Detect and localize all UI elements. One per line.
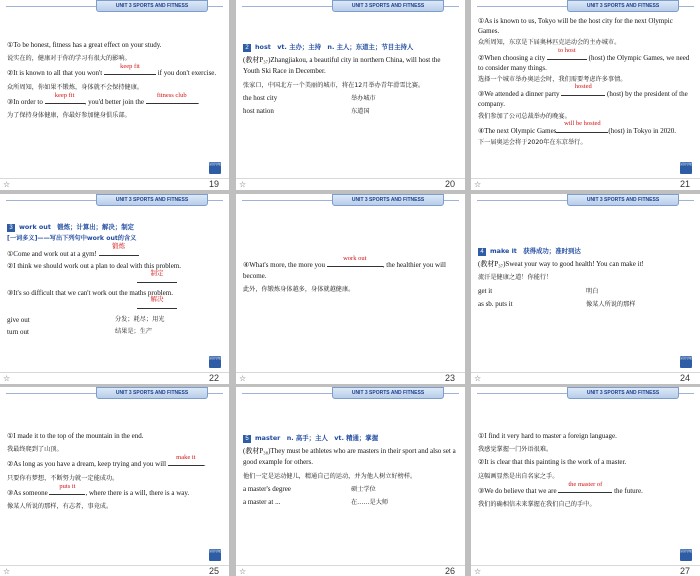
- sentence: ④What's more, the more you work out , the healthier you will become.: [243, 255, 446, 281]
- answer-blank: keep fit: [104, 66, 156, 75]
- slide-footer: [471, 565, 700, 576]
- unit-header-tab: UNIT 3 SPORTS AND FITNESS: [96, 387, 208, 399]
- answer-blank: 锻炼: [99, 247, 139, 256]
- sentence: [7, 269, 222, 286]
- slide-footer: [0, 372, 229, 384]
- translation: 我们的确相信未来掌握在我们自己的手中。: [478, 501, 596, 509]
- star-icon[interactable]: ☆: [3, 567, 11, 576]
- slide-footer: [471, 178, 700, 190]
- answer-blank: fitness club: [146, 95, 198, 104]
- translation: 我们参加了公司总裁举办的晚宴。: [478, 112, 571, 120]
- translation: 张家口，中国北方一个美丽的城市，将在12月举办青年滑雪比赛。: [243, 81, 425, 89]
- translation: 下一届奥运会将于2020年在东京举行。: [478, 139, 587, 147]
- translation: 流汗是健康之道！你能行！: [478, 274, 553, 282]
- word-title: 2 host vt. 主办；主持 n. 主人；东道主；节目主持人: [243, 42, 458, 53]
- back-nav-button[interactable]: 返回导航: [680, 162, 692, 174]
- sentence: ④The next Olympic Games will be hosted (host) in Tokyo in 2020.: [478, 119, 677, 135]
- star-icon[interactable]: ☆: [474, 374, 482, 383]
- phrase-row: as sb. puts it 像某人所说的那样: [478, 299, 636, 308]
- slide-header: [0, 194, 229, 208]
- sentence: ③We do believe that we are the master of the future.: [478, 480, 643, 495]
- sentence: ②I think we should work out a plan to deal with this problem.: [7, 262, 182, 271]
- word-title: 4 make it 获得成功；准时到达: [478, 246, 693, 257]
- translation: 像某人所说的那样，有志者，事竟成。: [7, 503, 113, 511]
- slide-page-24[interactable]: [471, 194, 700, 384]
- slide-header: [236, 0, 465, 14]
- slide-page-26[interactable]: [236, 387, 465, 576]
- star-icon[interactable]: ☆: [239, 567, 247, 576]
- slide-header: [236, 194, 465, 208]
- page-number: 21: [679, 179, 690, 189]
- slide-header: [471, 194, 700, 208]
- back-nav-button[interactable]: 返回导航: [209, 549, 221, 561]
- slide-header: [471, 0, 700, 14]
- answer-blank: make it: [168, 457, 204, 466]
- page-number: 19: [208, 179, 219, 189]
- star-icon[interactable]: ☆: [239, 180, 247, 189]
- slide-header: [0, 0, 229, 14]
- phrase-row: turn out 结果是；生产: [7, 328, 153, 337]
- phrase-row: get it 明白: [478, 286, 599, 295]
- slide-footer: [0, 565, 229, 576]
- translation: 此外，你锻炼身体越多，身体就越健康。: [243, 286, 355, 294]
- unit-header-tab: UNIT 3 SPORTS AND FITNESS: [567, 387, 679, 399]
- sentence: ③We attended a dinner party hosted (host) by the president of the company.: [478, 83, 688, 109]
- slide-footer: [0, 178, 229, 190]
- answer-blank: will be hosted: [556, 124, 608, 133]
- sentence: ②It is known to all that you won't keep fit if you don't exercise.: [7, 63, 217, 78]
- slide-page-27[interactable]: [471, 387, 700, 576]
- item-number-badge: 2: [243, 44, 251, 52]
- translation: 我感觉掌握一门外语很难。: [478, 446, 553, 454]
- answer-blank: keep fit: [45, 95, 85, 104]
- item-number-badge: 4: [478, 248, 486, 256]
- sentence: ②It is clear that this painting is the work of a master.: [478, 458, 627, 467]
- answer-blank: hosted: [561, 87, 605, 96]
- translation: 这幅画显然是出自名家之手。: [478, 472, 559, 480]
- back-nav-button[interactable]: 返回导航: [209, 356, 221, 368]
- translation: 说实在的，健康对于你的学习有很大的影响。: [7, 55, 131, 63]
- unit-header-tab: UNIT 3 SPORTS AND FITNESS: [332, 194, 444, 206]
- page-number: 27: [679, 566, 690, 576]
- sentence: ③As someone puts it , where there is a will, there is a way.: [7, 482, 190, 497]
- unit-header-tab: UNIT 3 SPORTS AND FITNESS: [332, 0, 444, 12]
- translation: 只要你有梦想，不断努力就一定能成功。: [7, 474, 119, 482]
- translation: 为了保持身体健康，你最好参加健身俱乐部。: [7, 112, 131, 120]
- slide-header: [471, 387, 700, 401]
- sentence: ③It's so difficult that we can't work out the maths problem.: [7, 289, 173, 298]
- unit-header-tab: UNIT 3 SPORTS AND FITNESS: [567, 194, 679, 206]
- translation: 他们一定是运动健儿，精通自己的运动，并为他人树立好榜样。: [243, 472, 417, 480]
- unit-header-tab: UNIT 3 SPORTS AND FITNESS: [332, 387, 444, 399]
- slide-header: [0, 387, 229, 401]
- item-number-badge: 3: [7, 224, 15, 232]
- star-icon[interactable]: ☆: [474, 567, 482, 576]
- sentence: ①I find it very hard to master a foreign language.: [478, 432, 617, 440]
- word-title: 3 work out 锻炼；计算出；解决；制定: [7, 222, 222, 232]
- slide-footer: [236, 178, 465, 190]
- star-icon[interactable]: ☆: [474, 180, 482, 189]
- back-nav-button[interactable]: 返回导航: [680, 549, 692, 561]
- sentence: ②When choosing a city to host (host) the Olympic Games, we need to consider many things.: [478, 46, 690, 72]
- back-nav-button[interactable]: 返回导航: [680, 356, 692, 368]
- translation: 众所周知，东京是下届奥林匹克运动会的主办城市。: [478, 39, 621, 47]
- page-number: 24: [679, 373, 690, 383]
- phrase-row: a master at ... 在……是大师: [243, 498, 389, 507]
- page-number: 23: [444, 373, 455, 383]
- page-number: 22: [208, 373, 219, 383]
- page-number: 20: [444, 179, 455, 189]
- slide-footer: [471, 372, 700, 384]
- answer-blank: the master of: [558, 484, 612, 493]
- item-number-badge: 5: [243, 435, 251, 443]
- phrase-row: a master's degree 硕士学位: [243, 484, 376, 493]
- slide-page-22[interactable]: [0, 194, 229, 384]
- phrase-row: give out 分发；耗尽；用光: [7, 315, 165, 324]
- unit-header-tab: UNIT 3 SPORTS AND FITNESS: [567, 0, 679, 12]
- slide-footer: [236, 565, 465, 576]
- star-icon[interactable]: ☆: [3, 374, 11, 383]
- phrase-row: host nation 东道国: [243, 107, 370, 116]
- back-nav-button[interactable]: 返回导航: [209, 162, 221, 174]
- word-title: 5 master n. 高手；主人 vt. 精通；掌握: [243, 433, 458, 444]
- answer-blank: puts it: [49, 486, 85, 495]
- sentence: [7, 296, 222, 312]
- sentence: ①I made it to the top of the mountain in the end.: [7, 432, 144, 440]
- star-icon[interactable]: ☆: [3, 180, 11, 189]
- sentence: ①To be honest, fitness has a great effect on your study.: [7, 41, 162, 49]
- translation: 众所周知，你如果不锻炼，身体就不会保持健康。: [7, 83, 144, 91]
- slide-page-20[interactable]: [236, 0, 465, 190]
- page-number: 25: [208, 566, 219, 576]
- unit-header-tab: UNIT 3 SPORTS AND FITNESS: [96, 194, 208, 206]
- sentence: ①As is known to us, Tokyo will be the host city for the next Olympic Games.: [478, 17, 673, 36]
- unit-header-tab: UNIT 3 SPORTS AND FITNESS: [96, 0, 208, 12]
- sentence: (教材P₃₇)Zhangjiakou, a beautiful city in northern China, will host the Youth Ski Race in December.: [243, 56, 441, 76]
- slide-page-23[interactable]: [236, 194, 465, 384]
- slide-page-19[interactable]: [0, 0, 229, 190]
- sentence: (教材P₃₇)Sweat your way to good health! You can make it!: [478, 260, 644, 269]
- answer-blank: work out: [327, 258, 383, 267]
- sentence: ①Come and work out at a gym! 锻炼: [7, 247, 222, 259]
- slide-page-25[interactable]: [0, 387, 229, 576]
- answer-blank: 解决: [137, 300, 177, 309]
- phrase-row: the host city 举办城市: [243, 93, 376, 102]
- answer-blank: 制定: [137, 274, 177, 283]
- answer-blank: to host: [547, 51, 587, 60]
- sentence: ③In order to keep fit , you'd better join the fitness club .: [7, 91, 200, 106]
- sentence: ②As long as you have a dream, keep trying and you will make it .: [7, 454, 206, 469]
- translation: 我最终爬到了山顶。: [7, 446, 63, 454]
- star-icon[interactable]: ☆: [239, 374, 247, 383]
- sentence: (教材P₃₈)They must be athletes who are masters in their sport and also set a good example for others.: [243, 447, 456, 467]
- translation: 选择一个城市举办奥运会时，我们需要考虑许多事情。: [478, 76, 627, 84]
- slide-header: [236, 387, 465, 401]
- slide-page-21[interactable]: [471, 0, 700, 190]
- slide-footer: [236, 372, 465, 384]
- page-number: 26: [444, 566, 455, 576]
- subtitle: [一词多义]——写出下列句中work out的含义: [7, 235, 137, 243]
